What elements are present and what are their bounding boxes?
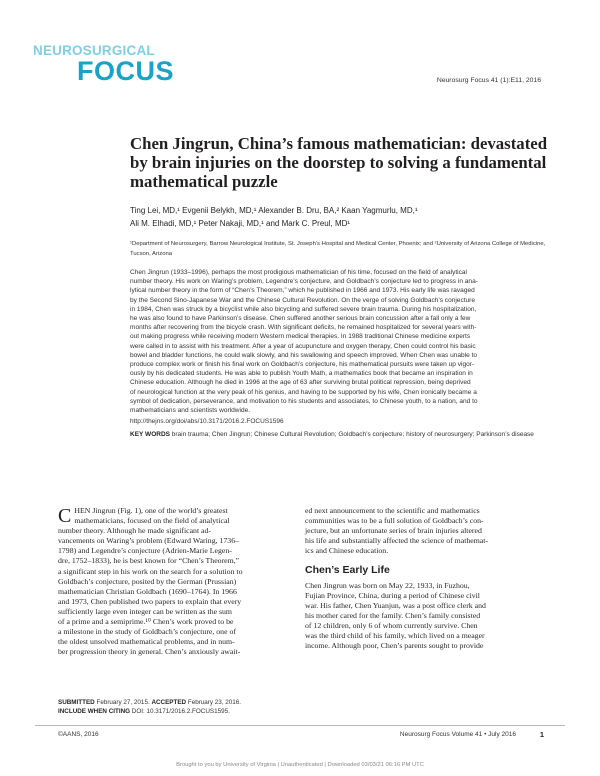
body-line: vancements on Waring’s problem (Edward Waring, 1736– [58, 536, 239, 546]
body-line: jecture, but an unfortunate series of brain injuries altered [305, 526, 482, 536]
body-line: of 12 children, only 6 of whom currently survive. Chen [305, 620, 478, 630]
body-line: mathematicians, focused on the field of analytical [74, 516, 230, 526]
abstract-line: produce complex work or finish his final work on Goldbach’s conjecture, his mathematical pursuits were taken up vigor- [130, 361, 475, 369]
accepted-value: February 23, 2016. [186, 699, 242, 706]
include-when-citing [58, 708, 241, 717]
abstract-line: were called in to assist with his treatment. After a year of acupuncture and oxygen therapy, Chen could control his basic [130, 342, 476, 350]
abstract-line: in 1984, Chen was struck by a bicyclist while also bicycling and suffered severe brain trauma. During his hospitalization, [130, 305, 477, 313]
abstract [130, 268, 550, 415]
body-line: a milestone in the study of Goldbach’s conjecture, one of [58, 627, 236, 637]
section-heading: Chen’s Early Life [305, 564, 390, 577]
download-notice: Brought to you by University of Virginia | Unauthenticated | Downloaded 03/03/21 06:16 PM UTC [176, 762, 424, 768]
abstract-line: months after recovering from the bicycle crash. With significant deficits, he remained hospitalized for several years with- [130, 324, 477, 332]
journal-logo [33, 44, 193, 85]
submitted-value: February 27, 2015. [94, 699, 150, 706]
body-line: 1798) and Legendre’s conjecture (Adrien-Marie Legen- [58, 546, 232, 556]
body-column-left [58, 506, 268, 657]
abstract-line: symbol of dedication, perseverance, and motivation to his students and associates, to Chinese youth, to a nation, and to [130, 397, 478, 405]
page-number: 1 [539, 730, 544, 739]
body-line: a significant step in his work on the search for a solution to [58, 566, 243, 576]
body-line: and 1973, Chen published two papers to explain that every [58, 596, 242, 606]
affiliations: ¹Department of Neurosurgery, Barrow Neurological Institute, St. Joseph’s Hospital and Medical Center, Phoenix; and ²University of Arizona College of Medicine, Tucson, Arizona [130, 241, 546, 257]
author-line-2: Ali M. Elhadi, MD,¹ Peter Nakaji, MD,¹ and Mark C. Preul, MD¹ [130, 219, 351, 228]
keywords-text: brain trauma; Chen Jingrun; Chinese Cultural Revolution; Goldbach’s conjecture; history of neurosurgery; Parkinson’s disease [169, 431, 534, 438]
body-line: sufficiently large even integer can be written as the sum [58, 606, 232, 616]
abstract-line: number theory. His work on Waring’s problem, Legendre’s conjecture, and Goldbach’s conjecture led to progress in ana- [130, 278, 478, 286]
footer-divider [35, 725, 565, 726]
body-line: the oldest unsolved mathematical problems, and in num- [58, 637, 235, 647]
author-list [130, 204, 540, 230]
footer-journal: Neurosurg Focus Volume 41 • July 2016 [399, 731, 516, 738]
body-line: number theory. Although he made significant ad- [58, 526, 212, 536]
abstract-line: by the Second Sino-Japanese War and the Chinese Cultural Revolution. On the verge of solving Goldbach’s conjecture [130, 296, 476, 304]
submission-info [58, 699, 241, 716]
body-line: communities was to be a full solution of Goldbach’s con- [305, 516, 484, 526]
submission-dates [58, 699, 241, 708]
body-line: Chen Jingrun was born on May 22, 1933, in Fuzhou, [305, 580, 470, 590]
abstract-line: lytical number theory in the form of “Chen’s Theorem,” which he published in 1966 and 1973. His early life was ravaged [130, 287, 475, 295]
body-line: dre, 1752–1833), he is best known for “Chen’s Theorem,” [58, 556, 240, 566]
abstract-line: ously by his dedicated students. He was able to publish Youth Math, a mathematics book that became an inspiration in [130, 370, 473, 378]
abstract-line: out making progress while receiving modern Western medical therapies. In 1988 traditional Chinese medicine experts [130, 333, 471, 341]
author-line-1: Ting Lei, MD,¹ Evgenii Belykh, MD,¹ Alexander B. Dru, BA,² Kaan Yagmurlu, MD,¹ [130, 206, 418, 215]
body-line: his life and substantially affected the science of mathemat- [305, 536, 489, 546]
accepted-label: ACCEPTED [151, 699, 187, 706]
body-line: income. Although poor, Chen’s parents sought to provide [305, 641, 484, 651]
body-line: of a prime and a semiprime.¹⁰ Chen’s work proved to be [58, 617, 234, 627]
body-line: mathematician Christian Goldbach (1690–1764). In 1966 [58, 586, 237, 596]
body-line: HEN Jingrun (Fig. 1), one of the world’s greatest [74, 506, 228, 515]
body-line: ed next announcement to the scientific and mathematics [305, 506, 480, 515]
body-line: his mother cared for the family. Chen’s family consisted [305, 610, 481, 620]
body-line: war. His father, Chen Yuanjun, was a post office clerk and [305, 600, 486, 610]
article-title: Chen Jingrun, China’s famous mathematician: devastated by brain injuries on the doorstep to solving a fundamental mathematical puzzle [130, 134, 548, 191]
logo-top-text: NEUROSURGICAL [33, 43, 155, 58]
abstract-line: Chen Jingrun (1933–1996), perhaps the most prodigious mathematician of his time, focused on the field of analytical [130, 269, 467, 276]
abstract-line: Chinese education. Although he died in 1996 at the age of 63 after surviving brutal political repression, being deprived [130, 379, 471, 387]
copyright: ©AANS, 2016 [58, 731, 99, 738]
body-line: Goldbach’s conjecture, posited by the German (Prussian) [58, 576, 237, 586]
body-column-right [305, 506, 515, 651]
doi-link[interactable]: http://thejns.org/doi/abs/10.3171/2016.2.FOCUS1596 [130, 418, 284, 425]
keywords-label: KEY WORDS [130, 431, 170, 438]
include-value: DOI: 10.3171/2016.2.FOCUS1595. [130, 707, 230, 715]
abstract-line: of neurological function at the very peak of his genius, and having to be supported by his wife, Chen ironically became a [130, 388, 477, 396]
drop-cap: C [58, 505, 72, 527]
include-label: INCLUDE WHEN CITING [58, 707, 131, 715]
abstract-line: mathematicians and scientists worldwide. [130, 407, 251, 415]
body-line: was the third child of his family, which lived on a meager [305, 631, 485, 641]
journal-citation: Neurosurg Focus 41 (1):E11, 2016 [436, 77, 541, 84]
abstract-line: he was also found to have Parkinson’s disease. Chen suffered another serious brain concussion after a fall only a few [130, 315, 471, 323]
body-line: ics and Chinese education. [305, 546, 389, 556]
logo-bottom-text: FOCUS [77, 56, 174, 86]
keywords [130, 430, 550, 439]
abstract-line: bowel and bladder functions, he could walk slowly, and his swallowing and speech improved. When Chen was unable to [130, 351, 478, 359]
body-line: Fujian Province, China, during a period of Chinese civil [305, 590, 480, 600]
submitted-label: SUBMITTED [58, 699, 95, 706]
body-line: ber progression theory in general. Chen’s anxiously await- [58, 647, 241, 657]
